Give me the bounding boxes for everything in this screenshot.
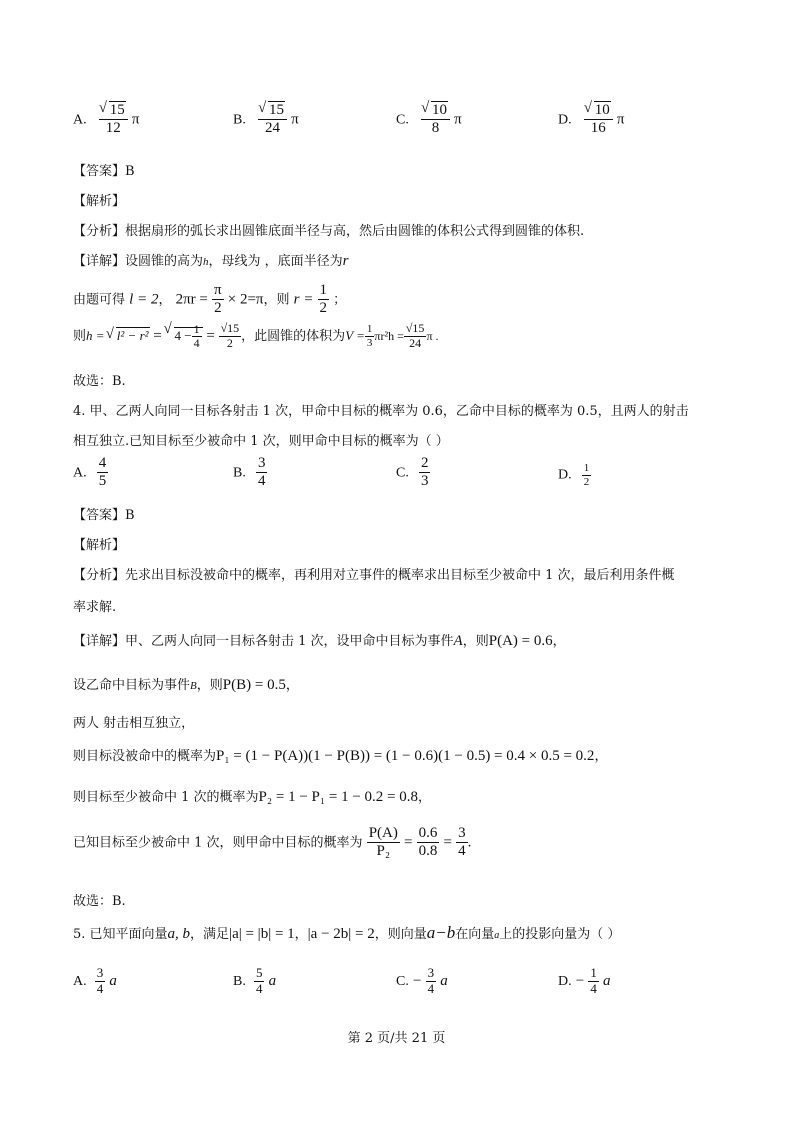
q3-option-c: C. √ $\frac{10}{8}$ π: [396, 102, 462, 138]
option-label: B.: [233, 112, 246, 128]
q4-option-a: A. $\frac{4}{5}$: [73, 455, 107, 490]
q5-option-a: A. $\frac{3}{4}$ a: [73, 965, 117, 996]
q4-stem-line2: 相互独立.已知目标至少被命中 1 次，则甲命中目标的概率为（ ）: [73, 434, 449, 449]
q4-stem-line1: 4. 甲、乙两人向同一目标各射击 1 次，甲命中目标的概率为 0.6，乙命中目标的概率为 0.5，且两人的射击: [73, 404, 689, 419]
q5-option-b: B. $\frac{5}{4}$ a: [233, 965, 277, 996]
q3-option-a: A. √ $\frac{15}{12}$ π: [73, 102, 139, 138]
option-label: D.: [558, 112, 572, 128]
q4-detail-line5: 则目标至少被命中 1 次的概率为P₂ = 1 − P₁ = 1 − 0.2 = 0.8，: [73, 789, 432, 805]
q4-conclusion: 故选：B.: [73, 894, 126, 909]
q4-detail-line6: 已知目标至少被命中 1 次，则甲命中目标的概率为 $\frac{P(A)}{\text{P₂}}$ = $\frac{0.6}{0.8}$ = $\frac{3}{4}$ .: [73, 825, 472, 860]
q4-option-b: B. $\frac{3}{4}$: [233, 455, 266, 490]
option-fraction: √ $\frac{15}{12}$: [99, 102, 128, 138]
q3-jiexi: 【解析】: [73, 194, 126, 209]
option-fraction: √ $\frac{10}{8}$: [421, 102, 450, 138]
page-footer: 第 2 页/共 21 页: [347, 1031, 446, 1046]
option-label: A.: [73, 112, 87, 128]
q4-detail-line4: 则目标没被命中的概率为P₁ = (1 − P(A))(1 − P(B)) = (1 − 0.6)(1 − 0.5) = 0.4 × 0.5 = 0.2，: [73, 748, 608, 764]
q3-detail-line1: 【详解】设圆锥的高为h，母线为 ，底面半径为r: [73, 253, 349, 269]
q3-conclusion: 故选：B.: [73, 374, 126, 389]
q3-detail-line3: 则h = √ l² − r² = √ 4 − $\frac{1}{4}$ = $\frac{√15}{2}$ ，此圆锥的体积为V = $\frac{1}{3}$ πr²h = $\frac{√15}{24}$ π .: [73, 322, 439, 351]
q3-analysis: 【分析】根据扇形的弧长求出圆锥底面半径与高，然后由圆锥的体积公式得到圆锥的体积.: [73, 224, 585, 239]
option-fraction: √ $\frac{15}{24}$: [258, 102, 287, 138]
q5-option-c: C. − $\frac{3}{4}$ a: [396, 965, 448, 996]
option-fraction: √ $\frac{10}{16}$: [584, 102, 613, 138]
option-label: C.: [396, 112, 409, 128]
q3-detail-line2: 由题可得 l = 2， 2πr = $\frac{\pi}{2}$ × 2=π，则 r = $\frac{1}{2}$ ；: [73, 282, 347, 317]
q4-option-d: D. $\frac{1}{2}$: [558, 462, 590, 488]
q4-analysis-line1: 【分析】先求出目标没被命中的概率，再利用对立事件的概率求出目标至少被命中 1 次，最后利用条件概: [73, 568, 675, 583]
q4-detail-line3: 两人 射击相互独立，: [73, 716, 195, 731]
q5-stem: 5. 已知平面向量a, b，满足|a| = |b| = 1，|a − 2b| = 2，则向量a−b在向量a上的投影向量为（ ）: [73, 923, 621, 942]
q4-detail-line2: 设乙命中目标为事件B，则P(B) = 0.5，: [73, 677, 299, 693]
q4-answer: 【答案】B: [73, 508, 135, 523]
q4-option-c: C. $\frac{2}{3}$: [396, 455, 429, 490]
q3-option-b: B. √ $\frac{15}{24}$ π: [233, 102, 299, 138]
q4-jiexi: 【解析】: [73, 538, 126, 553]
q3-answer: 【答案】B: [73, 164, 135, 179]
q4-analysis-line2: 率求解.: [73, 600, 117, 615]
q4-detail-line1: 【详解】甲、乙两人向同一目标各射击 1 次，设甲命中目标为事件A，则P(A) = 0.6，: [73, 633, 566, 649]
q5-option-d: D. − $\frac{1}{4}$ a: [558, 965, 611, 996]
q3-option-d: D. √ $\frac{10}{16}$ π: [558, 102, 624, 138]
